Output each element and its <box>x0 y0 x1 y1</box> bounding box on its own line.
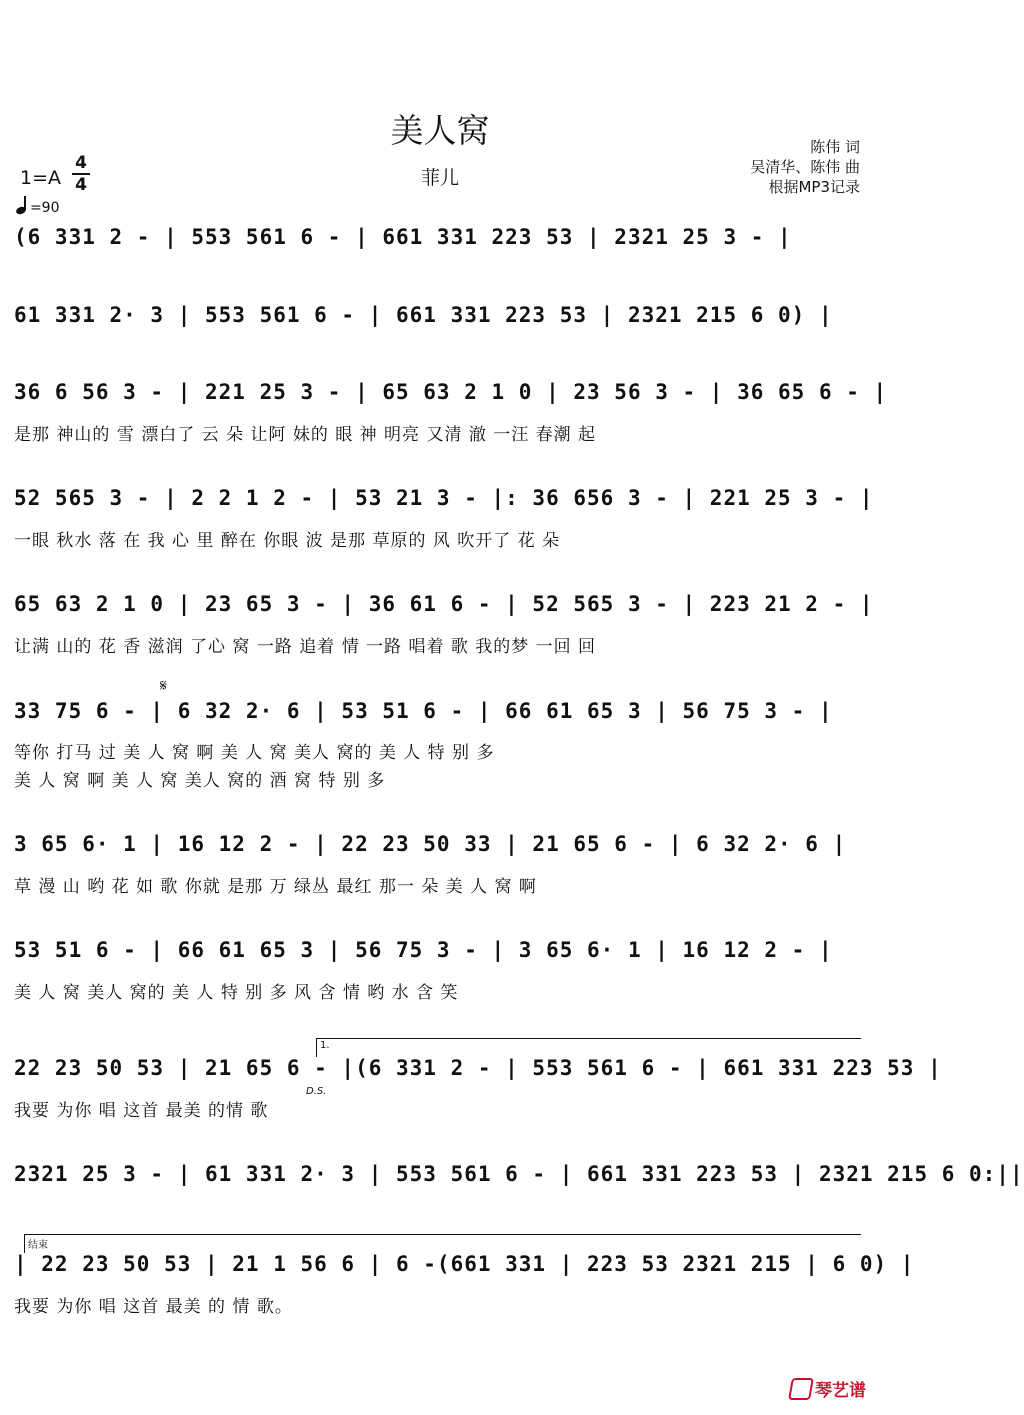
composer: 吴清华、陈伟 曲 <box>750 158 860 176</box>
volta-1-label: 1. <box>320 1040 330 1051</box>
logo-text: 琴艺谱 <box>815 1381 866 1401</box>
system-10-notes: 2321 25 3 - | 61 331 2· 3 | 553 561 6 - | 661 331 223 53 | 2321 215 6 0:|| <box>14 1162 1024 1186</box>
system-11-lyrics: 我要 为你 唱 这首 最美 的 情 歌。 <box>14 1297 293 1317</box>
system-5-lyrics: 让满 山的 花 香 滋润 了心 窝 一路 追着 情 一路 唱着 歌 我的梦 一回 回 <box>14 637 597 657</box>
tempo-marking <box>16 196 60 216</box>
time-signature-bottom: 4 <box>75 175 87 195</box>
system-5-notes: 65 63 2 1 0 | 23 65 3 - | 36 61 6 - | 52 565 3 - | 223 21 2 - | <box>14 592 874 616</box>
volta-1-bracket <box>316 1038 861 1057</box>
ds-marking: D.S. <box>306 1086 327 1097</box>
ending-label: 结束 <box>28 1240 48 1251</box>
system-6-notes: 33 75 6 - | 6 32 2· 6 | 53 51 6 - | 66 61 65 3 | 56 75 3 - | <box>14 699 833 723</box>
logo-icon <box>788 1378 814 1400</box>
system-7-lyrics: 草 漫 山 哟 花 如 歌 你就 是那 万 绿丛 最红 那一 朵 美 人 窝 啊 <box>14 877 537 897</box>
system-9-notes: 22 23 50 53 | 21 65 6 - |(6 331 2 - | 553 561 6 - | 661 331 223 53 | <box>14 1056 942 1080</box>
system-8-notes: 53 51 6 - | 66 61 65 3 | 56 75 3 - | 3 65 6· 1 | 16 12 2 - | <box>14 938 833 962</box>
tempo-value: =90 <box>29 200 60 216</box>
system-1-notes: (6 331 2 - | 553 561 6 - | 661 331 223 53 | 2321 25 3 - | <box>14 225 792 249</box>
site-logo <box>790 1376 866 1401</box>
lyricist: 陈伟 词 <box>810 138 860 156</box>
system-6-lyrics: 等你 打马 过 美 人 窝 啊 美 人 窝 美人 窝的 美 人 特 别 多 <box>14 743 495 763</box>
system-3-notes: 36 6 56 3 - | 221 25 3 - | 65 63 2 1 0 | 23 56 3 - | 36 65 6 - | <box>14 380 888 404</box>
singer-name: 菲儿 <box>420 167 459 189</box>
ending-bracket <box>24 1234 861 1253</box>
system-7-notes: 3 65 6· 1 | 16 12 2 - | 22 23 50 33 | 21 65 6 - | 6 32 2· 6 | <box>14 832 847 856</box>
system-11-notes: | 22 23 50 53 | 21 1 56 6 | 6 -(661 331 | 223 53 2321 215 | 6 0) | <box>14 1252 915 1276</box>
quarter-note-icon <box>16 196 26 216</box>
system-4-notes: 52 565 3 - | 2 2 1 2 - | 53 21 3 - |: 36 656 3 - | 221 25 3 - | <box>14 486 874 510</box>
song-title: 美人窝 <box>390 111 490 150</box>
credits <box>750 137 860 197</box>
segno-sign: 𝄋 <box>160 676 167 695</box>
system-6-lyrics-verse-2: 美 人 窝 啊 美 人 窝 美人 窝的 酒 窝 特 别 多 <box>14 771 386 791</box>
system-2-notes: 61 331 2· 3 | 553 561 6 - | 661 331 223 53 | 2321 215 6 0) | <box>14 303 833 327</box>
system-3-lyrics: 是那 神山的 雪 漂白了 云 朵 让阿 妹的 眼 神 明亮 又清 澈 一汪 春潮 起 <box>14 425 597 445</box>
system-9-lyrics: 我要 为你 唱 这首 最美 的情 歌 <box>14 1101 269 1121</box>
transcription-source: 根据MP3记录 <box>768 178 860 196</box>
time-signature <box>72 154 90 194</box>
time-signature-top: 4 <box>75 153 87 173</box>
system-4-lyrics: 一眼 秋水 落 在 我 心 里 醉在 你眼 波 是那 草原的 风 吹开了 花 朵 <box>14 531 561 551</box>
system-8-lyrics: 美 人 窝 美人 窝的 美 人 特 别 多 风 含 情 哟 水 含 笑 <box>14 983 459 1003</box>
key-signature: 1=A <box>20 167 62 189</box>
